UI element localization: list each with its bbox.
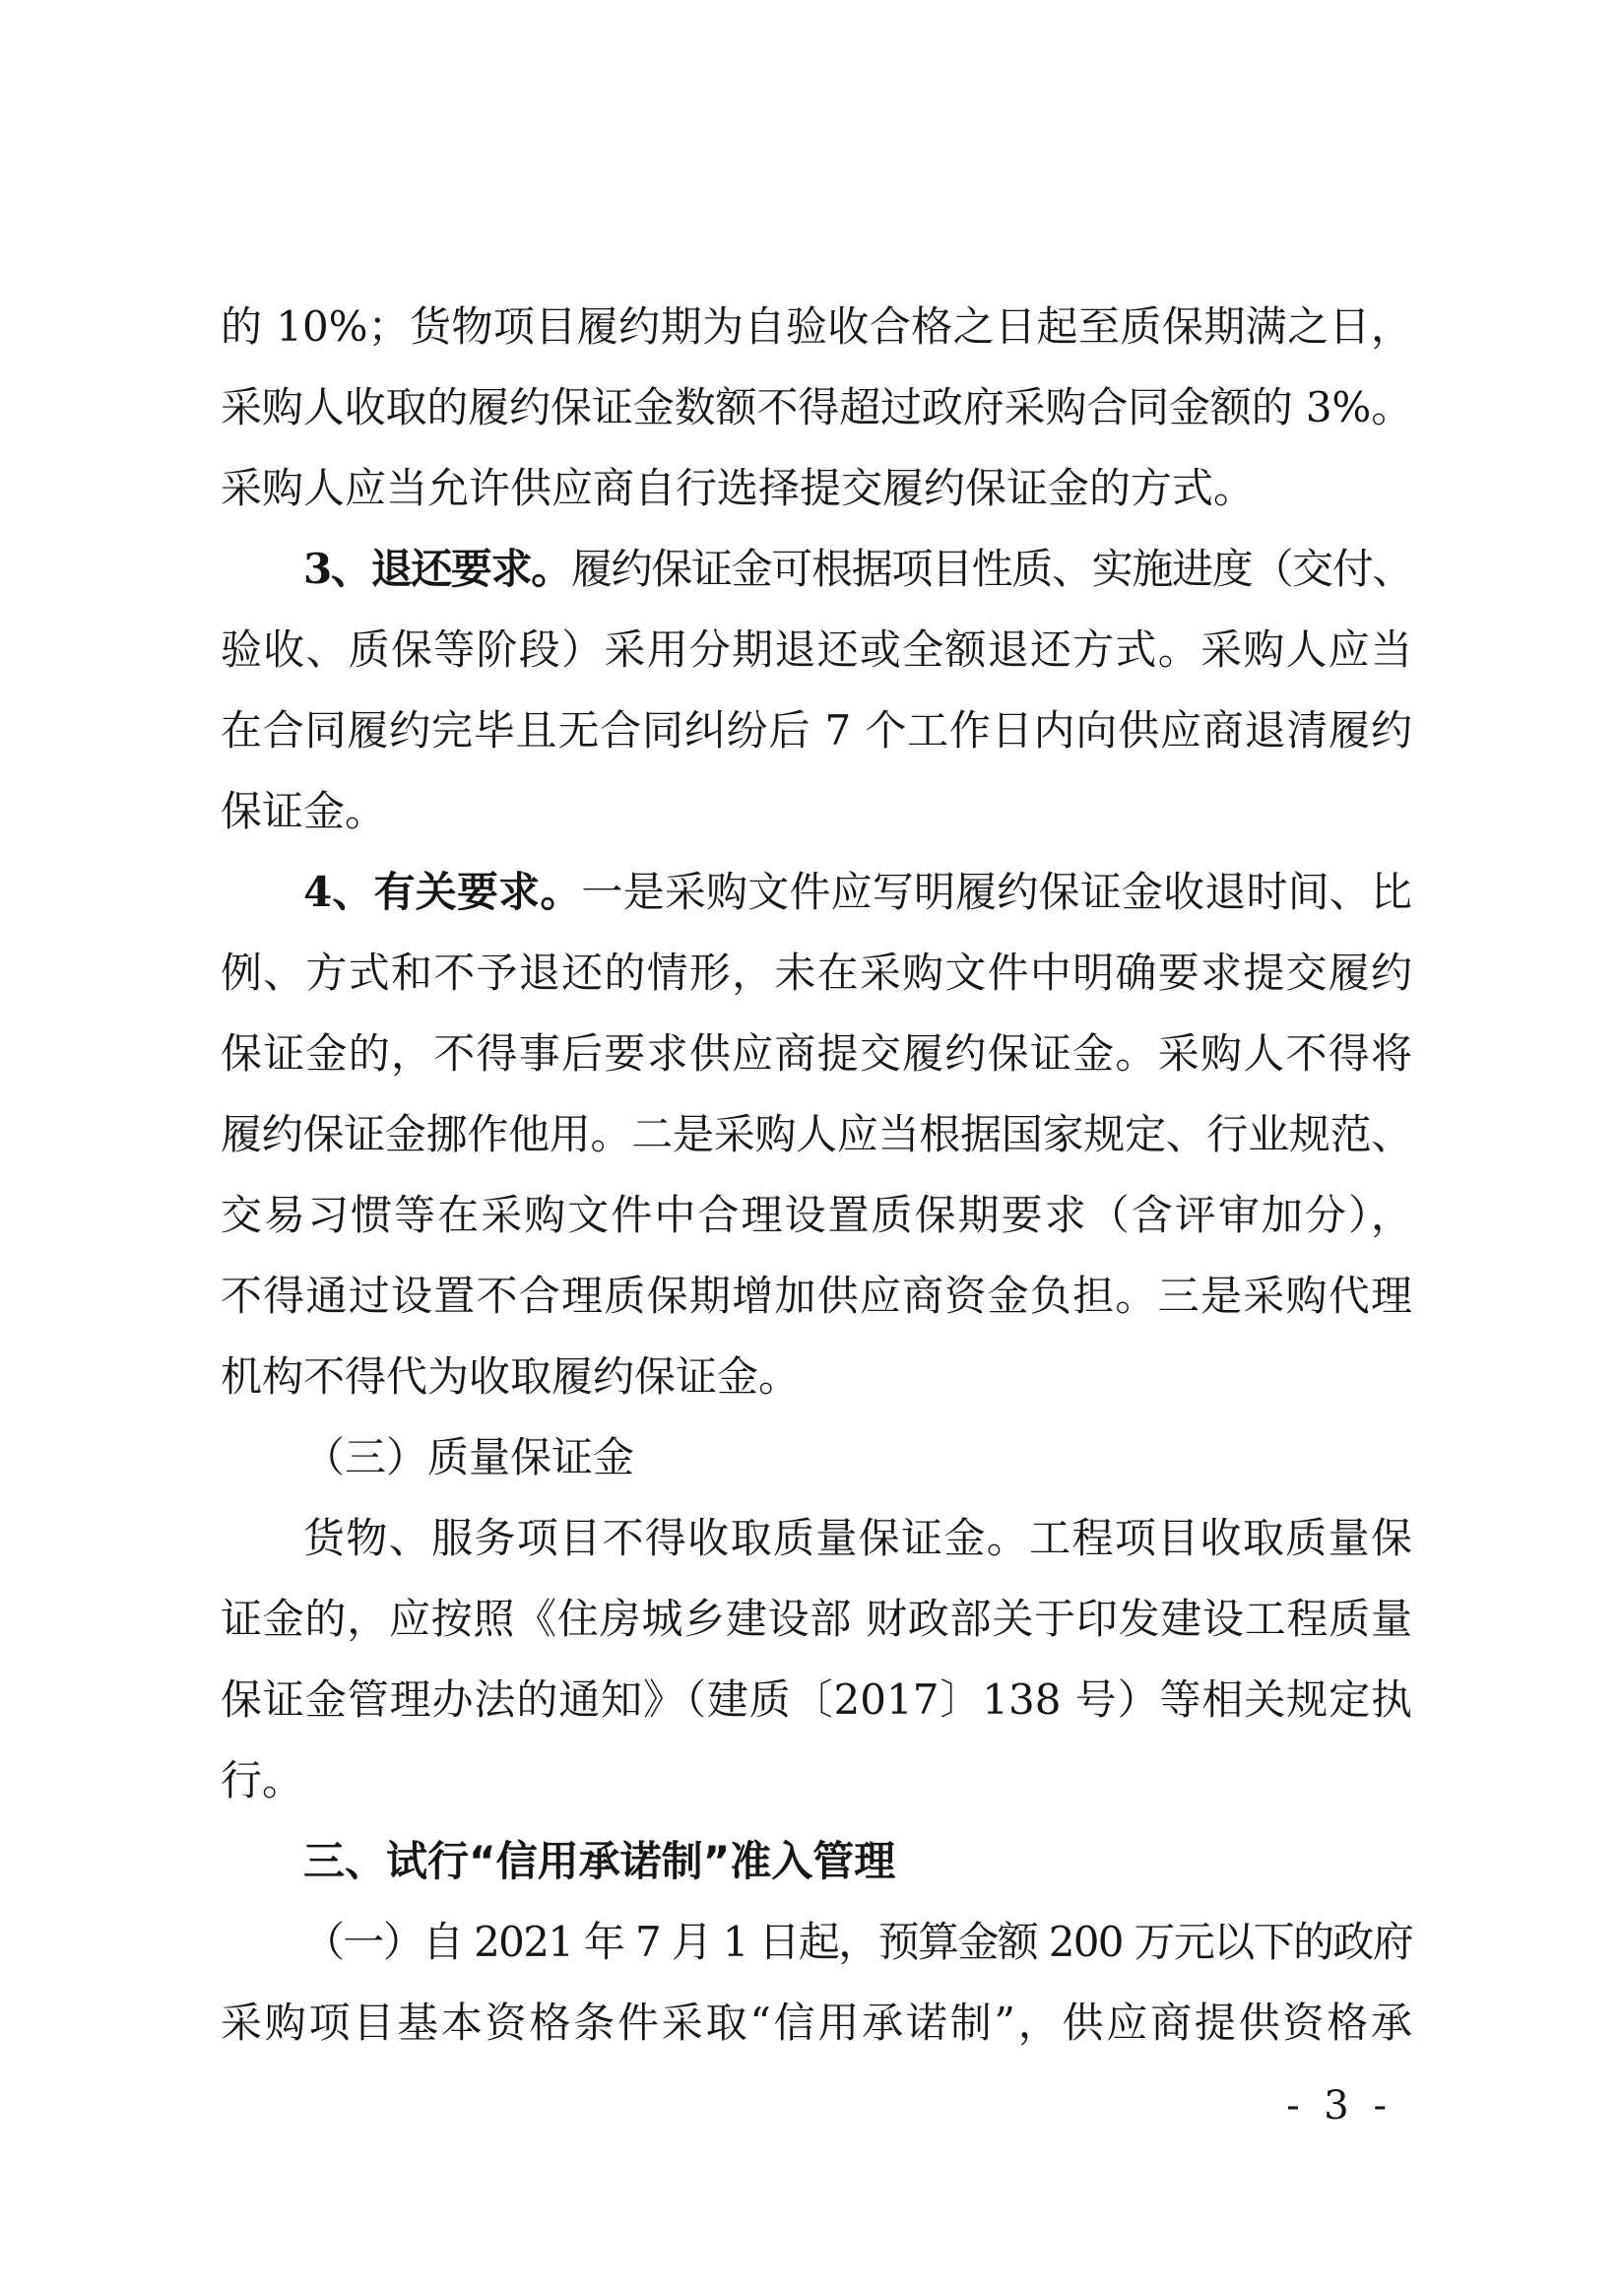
text-line: 交易习惯等在采购文件中合理设置质保期要求（含评审加分）， (221, 1191, 1412, 1239)
text-line: 在合同履约完毕且无合同纠纷后 7 个工作日内向供应商退清履约 (221, 706, 1412, 754)
refund-label: 3、退还要求。 (303, 545, 571, 593)
text-line: 货物、服务项目不得收取质量保证金。工程项目收取质量保 (303, 1514, 1412, 1562)
text-line: 机构不得代为收取履约保证金。 (221, 1352, 801, 1401)
text-line: 证金的，应按照《住房城乡建设部 财政部关于印发建设工程质量 (221, 1595, 1412, 1643)
text-line: 的 10%；货物项目履约期为自验收合格之日起至质保期满之日， (221, 302, 1412, 351)
text-line: 采购人收取的履约保证金数额不得超过政府采购合同金额的 3%。 (221, 383, 1412, 431)
text-line: 行。 (221, 1756, 304, 1804)
text-line: 采购项目基本资格条件采取“信用承诺制”，供应商提供资格承 (221, 1999, 1412, 2047)
requirements-paragraph-first-line (221, 852, 1412, 933)
requirements-label: 4、有关要求。 (303, 868, 582, 916)
text-line: 履约保证金挪作他用。二是采购人应当根据国家规定、行业规范、 (221, 1110, 1412, 1158)
text-run: 履约保证金可根据项目性质、实施进度（交付、 (570, 545, 1412, 593)
quality-bond-heading: （三）质量保证金 (303, 1433, 635, 1481)
text-line: 保证金的，不得事后要求供应商提交履约保证金。采购人不得将 (221, 1029, 1412, 1078)
text-line: （一）自 2021 年 7 月 1 日起，预算金额 200 万元以下的政府 (303, 1918, 1412, 1966)
text-line: 例、方式和不予退还的情形，未在采购文件中明确要求提交履约 (221, 949, 1412, 997)
text-run: 一是采购文件应写明履约保证金收退时间、比 (581, 868, 1412, 916)
text-line: 验收、质保等阶段）采用分期退还或全额退还方式。采购人应当 (221, 625, 1412, 674)
page-number: - 3 - (1286, 2083, 1393, 2129)
text-line: 采购人应当允许供应商自行选择提交履约保证金的方式。 (221, 464, 1256, 512)
section-heading: 三、试行“信用承诺制”准入管理 (303, 1837, 896, 1885)
text-line: 不得通过设置不合理质保期增加供应商资金负担。三是采购代理 (221, 1272, 1412, 1320)
text-line: 保证金。 (221, 787, 387, 835)
refund-paragraph-first-line (221, 529, 1412, 610)
text-line: 保证金管理办法的通知》（建质〔2017〕138 号）等相关规定执 (221, 1675, 1412, 1724)
body-text (221, 287, 1412, 2064)
